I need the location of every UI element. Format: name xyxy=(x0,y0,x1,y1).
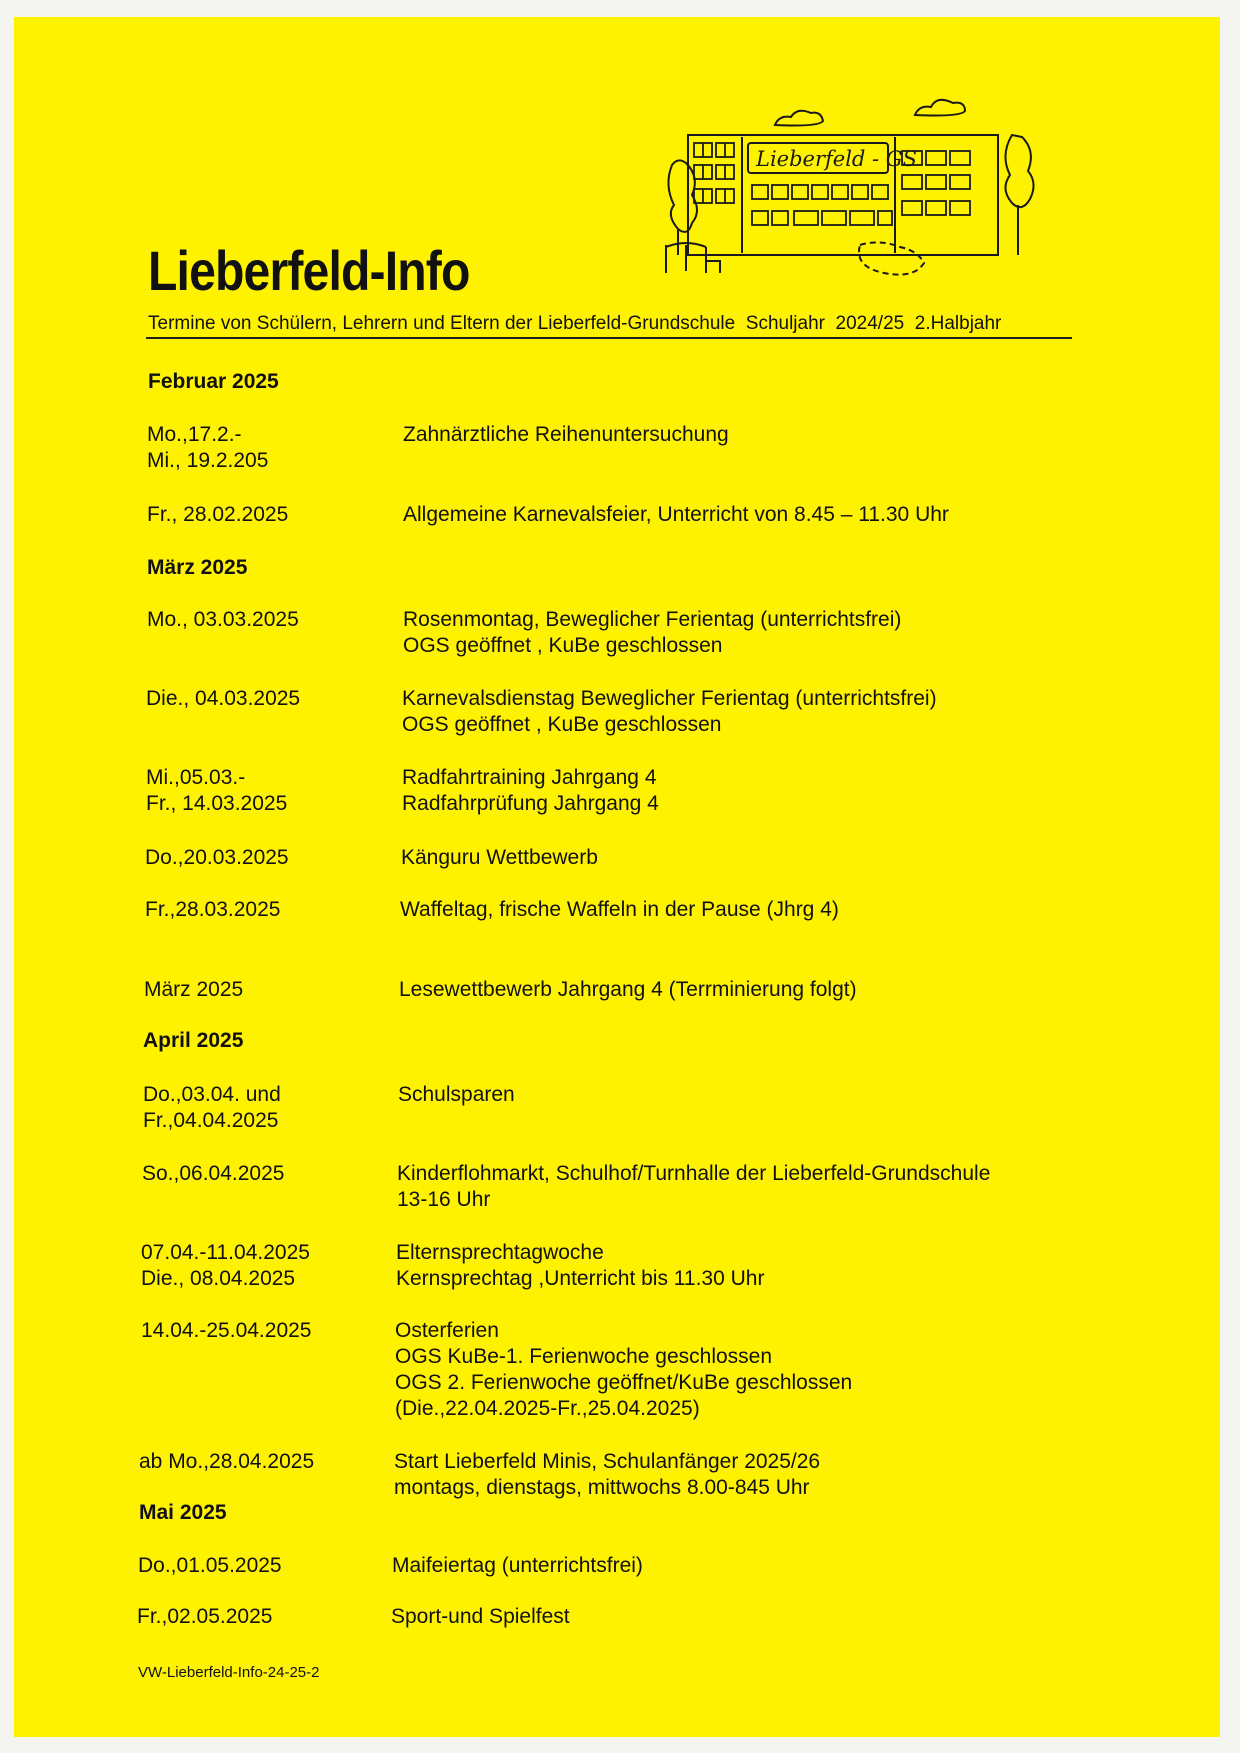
event-description: Elternsprechtagwoche Kernsprechtag ,Unterricht bis 11.30 Uhr xyxy=(396,1241,765,1290)
event-description: Lesewettbewerb Jahrgang 4 (Terrminierung folgt) xyxy=(399,978,857,1001)
event-description: Schulsparen xyxy=(398,1083,515,1106)
logo-sign-text: Lieberfeld - GS xyxy=(756,147,917,171)
event-description: Start Lieberfeld Minis, Schulanfänger 2025/26 montags, dienstags, mittwochs 8.00-845 Uhr xyxy=(394,1450,821,1499)
event-date: So.,06.04.2025 xyxy=(142,1162,285,1185)
event-date: Fr.,02.05.2025 xyxy=(137,1605,273,1628)
event-date: 07.04.-11.04.2025 Die., 08.04.2025 xyxy=(141,1241,310,1290)
document-title: Lieberfeld-Info xyxy=(148,239,470,302)
event-description: Maifeiertag (unterrichtsfrei) xyxy=(392,1554,643,1577)
event-date: Fr.,28.03.2025 xyxy=(145,898,281,921)
event-description: Waffeltag, frische Waffeln in der Pause (Jhrg 4) xyxy=(400,898,839,921)
event-description: Zahnärztliche Reihenuntersuchung xyxy=(403,423,729,446)
event-date: 14.04.-25.04.2025 xyxy=(141,1319,312,1342)
event-date: Die., 04.03.2025 xyxy=(146,687,301,710)
event-date: März 2025 xyxy=(144,978,244,1001)
event-date: Fr., 28.02.2025 xyxy=(147,503,289,526)
document-footer-code: VW-Lieberfeld-Info-24-25-2 xyxy=(138,1664,320,1681)
month-heading-februar: Februar 2025 xyxy=(148,370,279,393)
month-heading-mai: Mai 2025 xyxy=(139,1501,227,1524)
event-description: Radfahrtraining Jahrgang 4 Radfahrprüfung Jahrgang 4 xyxy=(402,766,659,815)
event-date: Mo., 03.03.2025 xyxy=(147,608,299,631)
month-heading-maerz: März 2025 xyxy=(147,556,248,579)
document-subtitle: Termine von Schülern, Lehrern und Eltern der Lieberfeld-Grundschule Schuljahr 2024/25 2.Halbjahr xyxy=(148,313,1002,334)
event-date: Do.,01.05.2025 xyxy=(138,1554,282,1577)
event-description: Känguru Wettbewerb xyxy=(401,846,598,869)
school-building-logo xyxy=(660,95,1035,280)
title-underline xyxy=(146,337,1072,339)
event-date: Do.,20.03.2025 xyxy=(145,846,289,869)
event-date: ab Mo.,28.04.2025 xyxy=(139,1450,315,1473)
event-description: Sport-und Spielfest xyxy=(391,1605,570,1628)
event-description: Kinderflohmarkt, Schulhof/Turnhalle der Lieberfeld-Grundschule 13-16 Uhr xyxy=(397,1162,991,1211)
event-description: Karnevalsdienstag Beweglicher Ferientag (unterrichtsfrei) OGS geöffnet , KuBe geschlossen xyxy=(402,687,937,736)
event-date: Mi.,05.03.- Fr., 14.03.2025 xyxy=(146,766,288,815)
event-description: Rosenmontag, Beweglicher Ferientag (unterrichtsfrei) OGS geöffnet , KuBe geschlossen xyxy=(403,608,902,657)
month-heading-april: April 2025 xyxy=(143,1029,244,1052)
event-date: Do.,03.04. und Fr.,04.04.2025 xyxy=(143,1083,281,1132)
event-date: Mo.,17.2.- Mi., 19.2.205 xyxy=(147,423,269,472)
event-description: Allgemeine Karnevalsfeier, Unterricht von 8.45 – 11.30 Uhr xyxy=(403,503,949,526)
event-description: Osterferien OGS KuBe-1. Ferienwoche geschlossen OGS 2. Ferienwoche geöffnet/KuBe geschlossen (Die.,22.04.2025-Fr.,25.04.2025) xyxy=(395,1319,853,1420)
